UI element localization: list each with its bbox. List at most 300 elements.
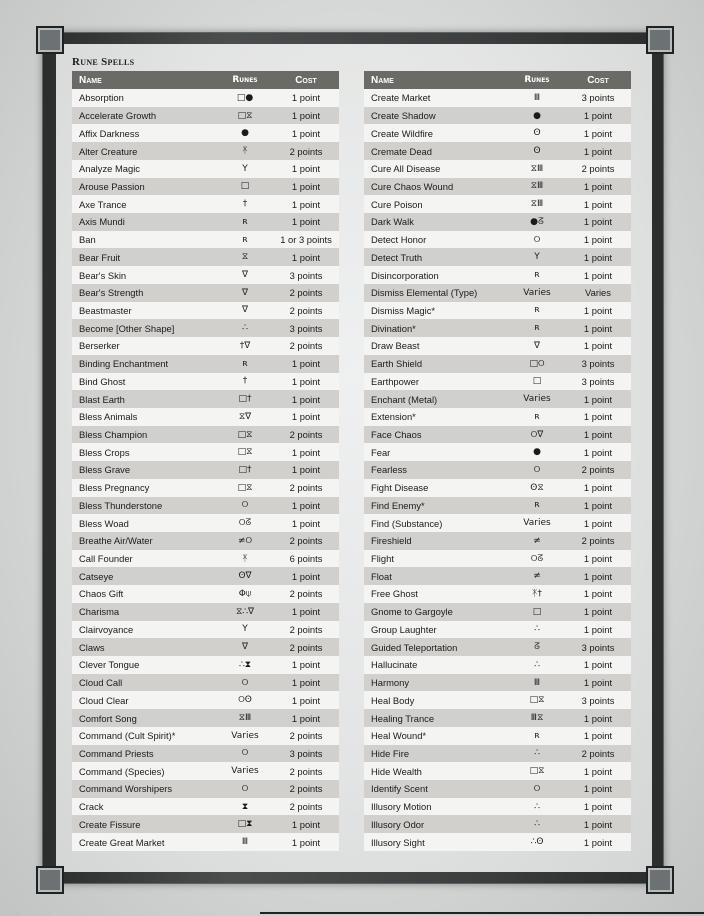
table-row (72, 833, 339, 851)
spell-runes: ⧖Ⅲ (530, 181, 544, 192)
table-row (364, 284, 631, 302)
spell-runes: ʘ⧖ (530, 482, 544, 493)
spell-runes: ʀ (534, 730, 540, 741)
spell-runes: □⧖ (529, 766, 545, 777)
table-row (72, 319, 339, 337)
spell-cost: 1 point (291, 358, 321, 370)
spell-name: Claws (79, 641, 105, 653)
spell-runes: □ (532, 606, 542, 617)
table-header (364, 71, 631, 89)
spell-name: Bless Woad (79, 517, 129, 529)
page-edge-rule (260, 912, 704, 914)
table-row (364, 745, 631, 763)
spell-cost: 3 points (581, 375, 615, 387)
spell-runes: Ⅲ⧖ (530, 713, 544, 724)
spell-cost: 1 point (583, 570, 613, 582)
spell-runes: □ (240, 181, 250, 192)
spell-cost: 1 point (291, 570, 321, 582)
spell-name: Create Shadow (371, 110, 436, 122)
spell-cost: 1 point (291, 198, 321, 210)
spell-name: Beastmaster (79, 304, 132, 316)
spell-name: Earthpower (371, 375, 419, 387)
table-row (364, 780, 631, 798)
spell-name: Accelerate Growth (79, 110, 157, 122)
table-row (364, 337, 631, 355)
table-row (364, 532, 631, 550)
table-row (72, 479, 339, 497)
spell-runes: ʀ (242, 358, 248, 369)
spell-cost: 2 points (289, 801, 323, 813)
spell-runes: ʀ (534, 305, 540, 316)
spell-cost: 1 point (583, 517, 613, 529)
spell-runes: ∇ (533, 340, 541, 351)
table-row (364, 124, 631, 142)
spell-name: Dismiss Magic* (371, 304, 436, 316)
spell-name: Absorption (79, 92, 124, 104)
table-body (72, 89, 339, 851)
table-row (72, 603, 339, 621)
spell-name: Cure Poison (371, 198, 423, 210)
spell-cost: 2 points (289, 783, 323, 795)
spell-name: Detect Truth (371, 251, 423, 263)
spell-cost: 1 point (291, 677, 321, 689)
table-row (72, 567, 339, 585)
spell-runes: ʀ (534, 411, 540, 422)
spell-cost: 1 point (583, 340, 613, 352)
rune-spells-table-right (364, 71, 631, 851)
spell-cost: 1 point (583, 659, 613, 671)
table-row (72, 585, 339, 603)
table-row (72, 762, 339, 780)
spell-runes: ≠ (533, 571, 541, 582)
spell-runes: ᘔ (534, 642, 540, 653)
spell-name: Heal Wound* (371, 730, 427, 742)
spell-cost: 1 point (291, 464, 321, 476)
spell-name: Illusory Motion (371, 801, 432, 813)
table-row (364, 621, 631, 639)
spell-cost: 1 point (583, 198, 613, 210)
spell-name: Cure All Disease (371, 163, 441, 175)
spell-cost: 1 point (583, 411, 613, 423)
table-row (364, 479, 631, 497)
table-row (72, 798, 339, 816)
table-row (364, 390, 631, 408)
table-row (72, 195, 339, 213)
table-row (72, 284, 339, 302)
spell-name: Illusory Odor (371, 818, 425, 830)
spell-runes: Varies (523, 287, 551, 298)
spell-runes: ∴ (534, 819, 540, 830)
table-row (364, 248, 631, 266)
table-row (364, 107, 631, 125)
spell-name: Gnome to Gargoyle (371, 606, 453, 618)
spell-runes: ୦ (241, 748, 249, 759)
spell-cost: 1 point (583, 588, 613, 600)
table-row (364, 798, 631, 816)
frame-corner-ornament (36, 866, 64, 894)
spell-runes: ∴ (534, 659, 540, 670)
spell-name: Command (Cult Spirit)* (79, 730, 176, 742)
spell-runes: ∇ (241, 287, 249, 298)
spell-name: Call Founder (79, 553, 133, 565)
spell-cost: 1 point (583, 818, 613, 830)
spell-cost: 1 point (291, 163, 321, 175)
spell-runes: □⧖ (529, 695, 545, 706)
spell-name: Command (Species) (79, 765, 165, 777)
spell-name: Berserker (79, 340, 120, 352)
table-row (72, 638, 339, 656)
spell-runes: Ⅲ (533, 92, 541, 103)
spell-cost: 1 point (583, 269, 613, 281)
spell-cost: 2 points (289, 429, 323, 441)
spell-cost: 1 point (583, 429, 613, 441)
spell-name: Cure Chaos Wound (371, 180, 454, 192)
spell-runes: ୦ᘔ (530, 553, 544, 564)
spell-cost: Varies (585, 287, 611, 299)
spell-runes: □† (238, 464, 252, 475)
table-row (364, 408, 631, 426)
frame-corner-ornament (36, 26, 64, 54)
table-row (364, 355, 631, 373)
spell-name: Enchant (Metal) (371, 393, 438, 405)
spell-name: Find (Substance) (371, 517, 443, 529)
spell-name: Axe Trance (79, 198, 127, 210)
spell-runes: ⧖Ⅲ (238, 713, 252, 724)
spell-name: Draw Beast (371, 340, 420, 352)
spell-runes: □୦ (529, 358, 545, 369)
spell-runes: Ⅲ (241, 837, 249, 848)
spell-name: Detect Honor (371, 234, 427, 246)
spell-runes: ୦ (241, 783, 249, 794)
table-row (72, 213, 339, 231)
spell-cost: 2 points (289, 588, 323, 600)
spell-runes: ʘ (533, 128, 541, 139)
table-row (72, 426, 339, 444)
spell-runes: ୦ (533, 783, 541, 794)
spell-name: Earth Shield (371, 358, 423, 370)
spell-cost: 1 point (583, 216, 613, 228)
spell-name: Bless Grave (79, 464, 131, 476)
table-row (364, 674, 631, 692)
spell-runes: ⧖∴∇ (235, 606, 255, 617)
spell-name: Healing Trance (371, 712, 435, 724)
table-row (72, 124, 339, 142)
table-row (364, 461, 631, 479)
spell-cost: 1 point (583, 145, 613, 157)
spell-name: Bear Fruit (79, 251, 121, 263)
spell-name: Find Enemy* (371, 499, 425, 511)
spell-name: Create Great Market (79, 836, 165, 848)
spell-runes: ᛡ (242, 146, 248, 157)
spell-runes: ∇ (241, 642, 249, 653)
spell-runes: □ (532, 376, 542, 387)
spell-name: Disincorporation (371, 269, 439, 281)
table-row (364, 727, 631, 745)
table-row (364, 319, 631, 337)
spell-cost: 3 points (581, 641, 615, 653)
table-row (72, 550, 339, 568)
table-row (72, 107, 339, 125)
column-header-runes: Runes (232, 75, 258, 85)
spell-runes: □† (238, 394, 252, 405)
spell-runes: Y (534, 252, 540, 263)
spell-runes: ∴ (534, 624, 540, 635)
spell-name: Free Ghost (371, 588, 418, 600)
table-row (72, 514, 339, 532)
spell-name: Alter Creature (79, 145, 138, 157)
spell-runes: Varies (523, 518, 551, 529)
table-row (364, 142, 631, 160)
column-header-name: Name (79, 74, 102, 86)
spell-runes: ⧖Ⅲ (530, 199, 544, 210)
table-row (72, 248, 339, 266)
spell-name: Bless Thunderstone (79, 499, 163, 511)
column-header-cost: Cost (587, 74, 609, 86)
spell-cost: 1 point (291, 694, 321, 706)
spell-cost: 3 points (289, 269, 323, 281)
table-row (364, 833, 631, 851)
table-row (364, 709, 631, 727)
spell-runes: ୦ᘔ (238, 518, 252, 529)
spell-runes: †∇ (239, 340, 251, 351)
spell-runes: Φ⍦ (238, 588, 252, 599)
column-header-name: Name (371, 74, 394, 86)
spell-cost: 1 point (583, 677, 613, 689)
spell-runes: ∴⧗ (238, 659, 252, 670)
spell-name: Become [Other Shape] (79, 322, 175, 334)
spell-cost: 1 point (291, 216, 321, 228)
spell-runes: ≠ (533, 535, 541, 546)
table-row (364, 89, 631, 107)
table-row (72, 674, 339, 692)
spell-cost: 1 point (291, 517, 321, 529)
spell-name: Dismiss Elemental (Type) (371, 287, 478, 299)
spell-cost: 2 points (289, 641, 323, 653)
spell-runes: ∴ (242, 323, 248, 334)
spell-cost: 3 points (581, 694, 615, 706)
spell-runes: □⧗ (237, 819, 253, 830)
spell-runes: Varies (231, 766, 259, 777)
spell-cost: 1 point (583, 499, 613, 511)
spell-runes: ʀ (242, 216, 248, 227)
spell-name: Command Priests (79, 747, 154, 759)
spell-cost: 1 point (291, 818, 321, 830)
spell-name: Bless Pregnancy (79, 482, 150, 494)
spell-name: Hide Wealth (371, 765, 422, 777)
spell-name: Chaos Gift (79, 588, 124, 600)
table-row (364, 195, 631, 213)
spell-runes: □⧖ (237, 429, 253, 440)
spell-cost: 1 point (291, 446, 321, 458)
spell-name: Clairvoyance (79, 623, 134, 635)
spell-runes: Y (242, 163, 248, 174)
spell-name: Catseye (79, 570, 114, 582)
spell-cost: 2 points (581, 535, 615, 547)
spell-cost: 1 point (583, 446, 613, 458)
table-row (72, 443, 339, 461)
spell-cost: 2 points (581, 464, 615, 476)
spell-cost: 1 point (291, 659, 321, 671)
spell-runes: ∴ (534, 748, 540, 759)
spell-runes: Ⅲ (533, 677, 541, 688)
rune-spells-table-left (72, 71, 339, 851)
spell-cost: 2 points (289, 765, 323, 777)
spell-cost: 1 point (583, 482, 613, 494)
spell-name: Fireshield (371, 535, 412, 547)
spell-runes: □⧖ (237, 482, 253, 493)
spell-runes: ʘ (533, 146, 541, 157)
table-row (72, 142, 339, 160)
table-row (72, 373, 339, 391)
spell-runes: ୦ (533, 234, 541, 245)
spell-cost: 3 points (289, 322, 323, 334)
spell-name: Arouse Passion (79, 180, 145, 192)
table-row (72, 745, 339, 763)
spell-runes: ᛡ† (532, 588, 542, 599)
spell-name: Analyze Magic (79, 163, 140, 175)
spell-cost: 2 points (581, 163, 615, 175)
spell-cost: 1 point (583, 712, 613, 724)
table-row (72, 656, 339, 674)
spell-runes: ୦ (241, 500, 249, 511)
spell-name: Affix Darkness (79, 127, 140, 139)
table-row (364, 373, 631, 391)
table-row (72, 621, 339, 639)
spell-runes: ∇ (241, 305, 249, 316)
spell-name: Bless Animals (79, 411, 138, 423)
spell-runes: ● (241, 128, 249, 139)
spell-runes: □● (236, 92, 254, 103)
spell-name: Identify Scent (371, 783, 428, 795)
spell-name: Bind Ghost (79, 375, 126, 387)
spell-runes: ∴ (534, 801, 540, 812)
table-row (72, 408, 339, 426)
table-row (72, 89, 339, 107)
spell-runes: ୦ʘ (238, 695, 252, 706)
spell-cost: 1 point (583, 393, 613, 405)
spell-cost: 2 points (289, 482, 323, 494)
spell-cost: 2 points (289, 623, 323, 635)
spell-runes: ⧗ (241, 801, 249, 812)
table-row (364, 691, 631, 709)
table-row (72, 532, 339, 550)
table-row (72, 160, 339, 178)
spell-name: Ban (79, 234, 96, 246)
table-row (364, 160, 631, 178)
spell-name: Bear's Strength (79, 287, 144, 299)
table-header (72, 71, 339, 89)
frame-corner-ornament (646, 26, 674, 54)
table-row (364, 266, 631, 284)
table-row (364, 426, 631, 444)
table-row (72, 727, 339, 745)
table-row (364, 231, 631, 249)
spell-runes: ʀ (534, 270, 540, 281)
spell-cost: 3 points (581, 92, 615, 104)
spell-name: Extension* (371, 411, 416, 423)
spell-cost: 1 point (291, 180, 321, 192)
spell-runes: Varies (231, 730, 259, 741)
spell-name: Bless Crops (79, 446, 130, 458)
spell-name: Charisma (79, 606, 120, 618)
spell-name: Clever Tongue (79, 659, 140, 671)
spell-name: Axis Mundi (79, 216, 125, 228)
spell-name: Command Worshipers (79, 783, 173, 795)
spell-cost: 2 points (289, 145, 323, 157)
table-row (364, 603, 631, 621)
table-row (364, 762, 631, 780)
spell-cost: 1 point (291, 712, 321, 724)
spell-cost: 2 points (289, 304, 323, 316)
spell-name: Group Laughter (371, 623, 437, 635)
spell-runes: ⧖ (241, 252, 249, 263)
spell-cost: 1 point (291, 606, 321, 618)
table-row (72, 178, 339, 196)
spell-cost: 2 points (289, 730, 323, 742)
spell-name: Fearless (371, 464, 407, 476)
spell-cost: 1 point (583, 304, 613, 316)
table-row (72, 337, 339, 355)
spell-cost: 1 point (583, 783, 613, 795)
table-row (364, 638, 631, 656)
table-row (364, 443, 631, 461)
spell-cost: 1 point (291, 92, 321, 104)
spell-name: Create Wildfire (371, 127, 433, 139)
spell-runes: ᛡ (242, 553, 248, 564)
spell-cost: 1 point (291, 110, 321, 122)
column-header-runes: Runes (524, 75, 550, 85)
table-row (364, 656, 631, 674)
table-row (72, 691, 339, 709)
spell-cost: 1 point (583, 234, 613, 246)
spell-runes: □⧖ (237, 447, 253, 458)
table-row (72, 780, 339, 798)
table-row (364, 550, 631, 568)
spell-runes: ∴ʘ (530, 837, 544, 848)
spell-name: Guided Teleportation (371, 641, 458, 653)
spell-name: Bear's Skin (79, 269, 127, 281)
spell-name: Bless Champion (79, 429, 148, 441)
spell-runes: ⧖∇ (238, 411, 252, 422)
spell-runes: Y (242, 624, 248, 635)
spell-cost: 1 or 3 points (280, 234, 332, 246)
spell-runes: ୦ (241, 677, 249, 688)
spell-cost: 2 points (581, 747, 615, 759)
spell-cost: 1 point (291, 251, 321, 263)
table-row (364, 497, 631, 515)
spell-cost: 6 points (289, 553, 323, 565)
spell-name: Fear (371, 446, 391, 458)
spell-cost: 1 point (583, 110, 613, 122)
spell-name: Float (371, 570, 392, 582)
spell-name: Comfort Song (79, 712, 137, 724)
table-row (72, 231, 339, 249)
spell-cost: 1 point (583, 180, 613, 192)
spell-cost: 1 point (583, 127, 613, 139)
table-row (364, 213, 631, 231)
table-row (364, 567, 631, 585)
spell-cost: 1 point (291, 411, 321, 423)
spell-runes: ʀ (534, 323, 540, 334)
spell-name: Harmony (371, 677, 410, 689)
spell-name: Binding Enchantment (79, 358, 169, 370)
section-title: Rune Spells (72, 56, 135, 68)
spell-cost: 1 point (583, 765, 613, 777)
spell-name: Divination* (371, 322, 416, 334)
spell-runes: Varies (523, 394, 551, 405)
spell-runes: ୦∇ (530, 429, 544, 440)
spell-name: Breathe Air/Water (79, 535, 153, 547)
